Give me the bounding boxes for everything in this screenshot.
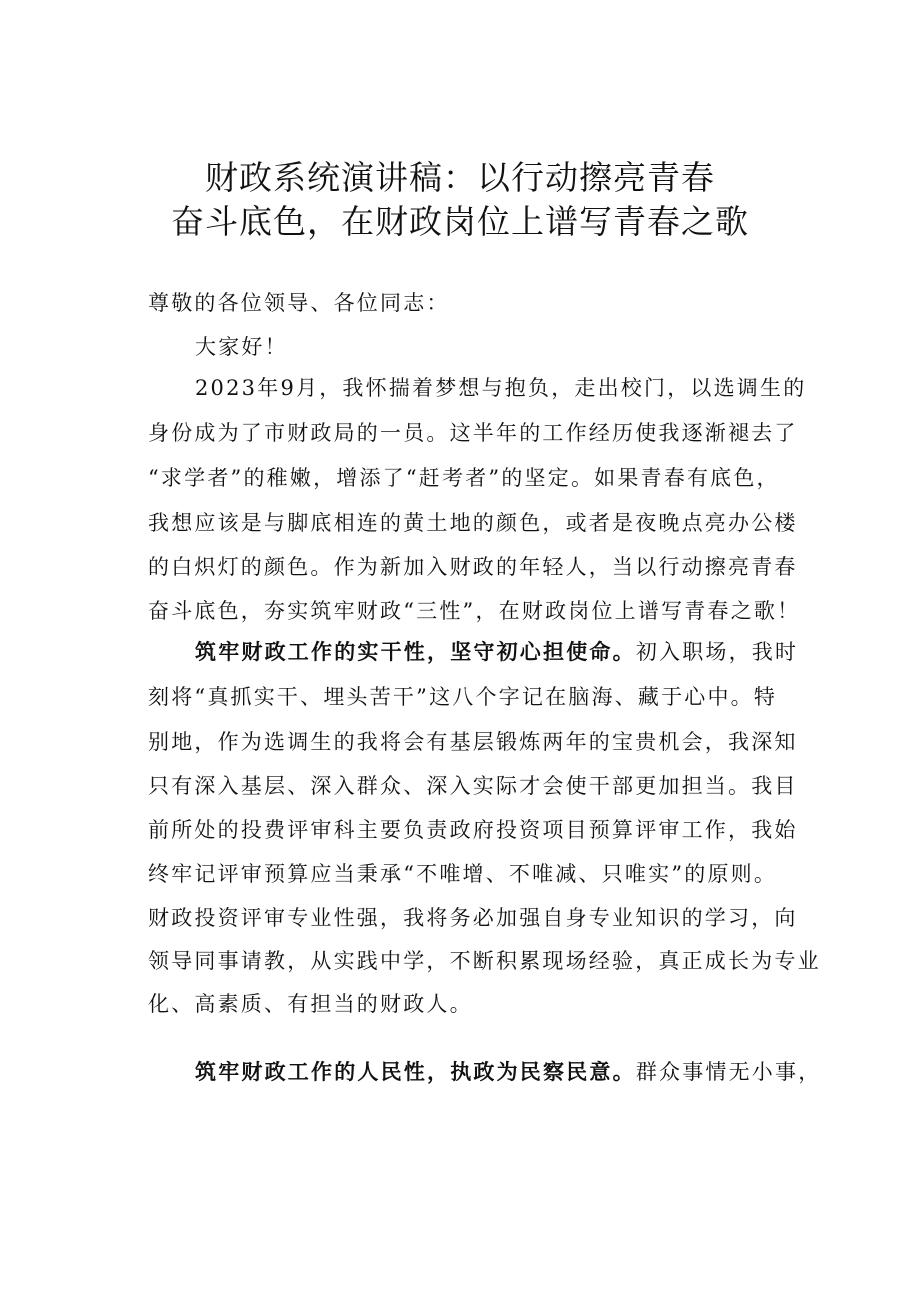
paragraph-1-line: 2023年9月，我怀揣着梦想与抱负，走出校门，以选调生的 <box>195 376 807 400</box>
paragraph-2-line: 化、高素质、有担当的财政人。 <box>148 992 473 1016</box>
paragraph-2-first-line <box>195 637 798 667</box>
paragraph-1-line: 奋斗底色，夯实筑牢财政“三性”，在财政岗位上谱写青春之歌！ <box>148 599 801 623</box>
paragraph-1-line: 我想应该是与脚底相连的黄土地的颜色，或者是夜晚点亮办公楼 <box>148 511 798 535</box>
title-line-2: 奋斗底色，在财政岗位上谱写青春之歌 <box>171 202 749 241</box>
title-line-1: 财政系统演讲稿：以行动擦亮青春 <box>205 158 715 197</box>
paragraph-2-line: 前所处的投费评审科主要负责政府投资项目预算评审工作，我始 <box>148 818 798 842</box>
greeting: 尊敬的各位领导、各位同志： <box>148 291 450 315</box>
paragraph-2-first-rest: 初入职场，我时 <box>635 640 799 664</box>
paragraph-2-line: 财政投资评审专业性强，我将务必加强自身专业知识的学习，向 <box>148 906 798 930</box>
paragraph-1-line: 身份成为了市财政局的一员。这半年的工作经历使我逐渐褪去了 <box>148 421 798 445</box>
paragraph-2-lead: 筑牢财政工作的实干性，坚守初心担使命。 <box>195 639 636 664</box>
paragraph-2-line: 终牢记评审预算应当秉承“不唯增、不唯减、只唯实”的原则。 <box>148 862 778 886</box>
paragraph-3-first-line <box>195 1057 821 1087</box>
paragraph-1-line: “求学者”的稚嫩，增添了“赶考者”的坚定。如果青春有底色， <box>148 466 780 490</box>
hello: 大家好！ <box>195 335 288 359</box>
paragraph-1-line: 的白炽灯的颜色。作为新加入财政的年轻人，当以行动擦亮青春 <box>148 555 798 579</box>
paragraph-2-line: 领导同事请教，从实践中学，不断积累现场经验，真正成长为专业 <box>148 949 821 973</box>
paragraph-3-lead: 筑牢财政工作的人民性，执政为民察民意。 <box>195 1059 636 1084</box>
paragraph-2-line: 只有深入基层、深入群众、深入实际才会使干部更加担当。我目 <box>148 774 798 798</box>
paragraph-2-line: 别地，作为选调生的我将会有基层锻炼两年的宝贵机会，我深知 <box>148 730 798 754</box>
paragraph-3-first-rest: 群众事情无小事， <box>635 1060 822 1084</box>
paragraph-2-line: 刻将“真抓实干、埋头苦干”这八个字记在脑海、藏于心中。特 <box>148 685 778 709</box>
